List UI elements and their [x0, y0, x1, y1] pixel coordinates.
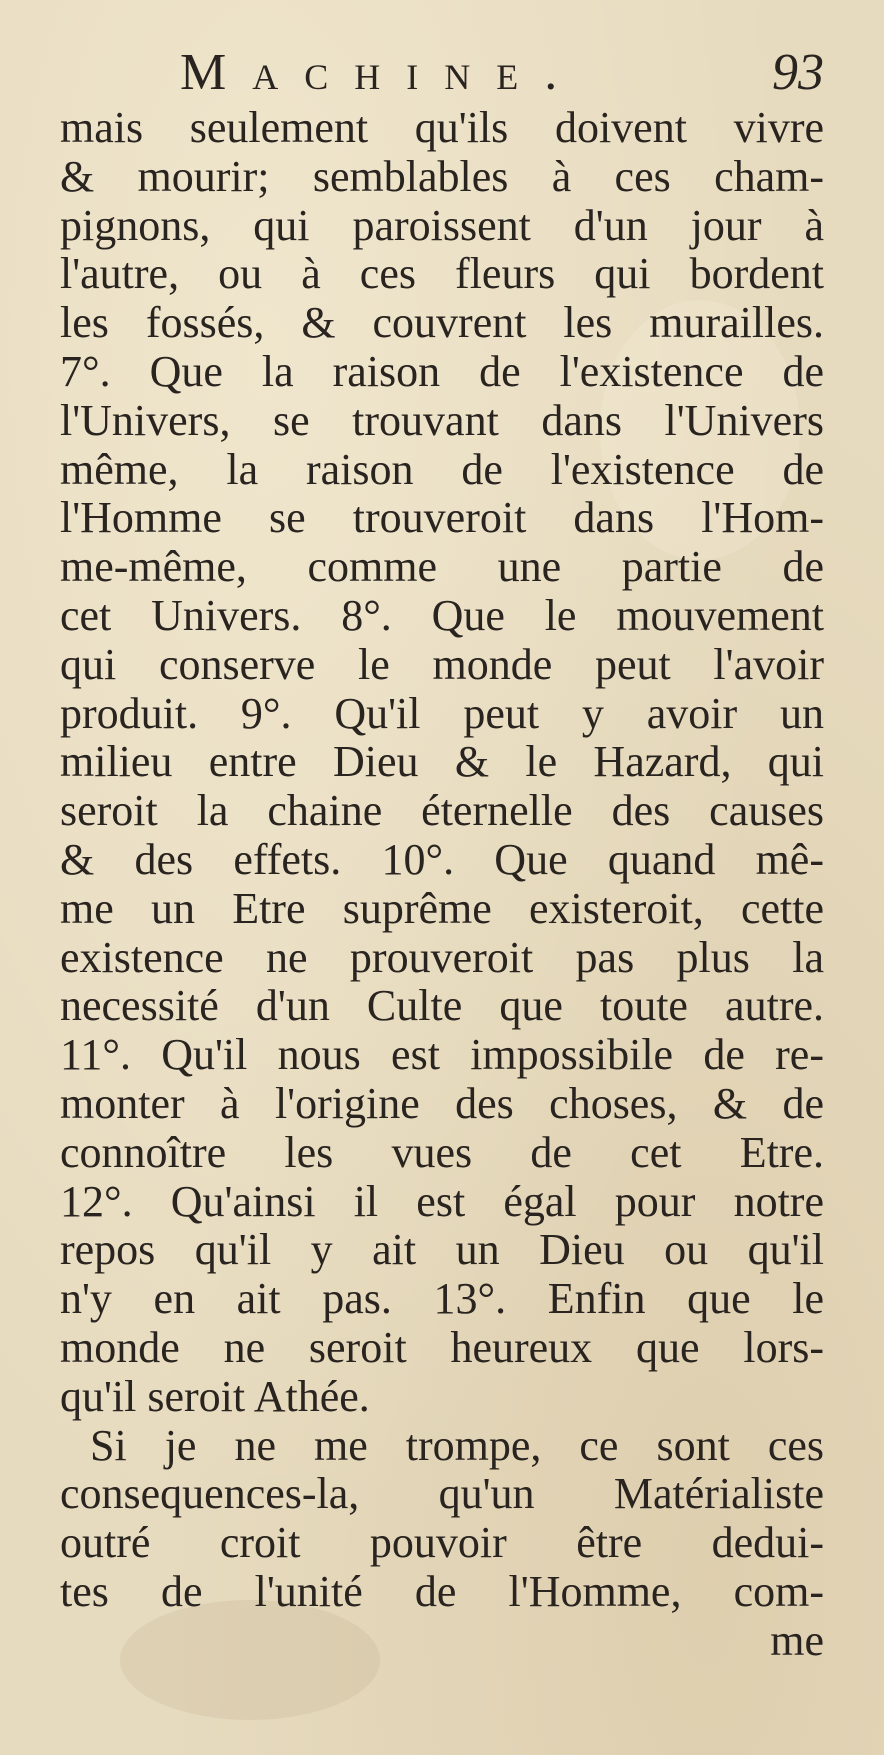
text-line: qu'il seroit Athée. — [60, 1371, 370, 1421]
text-line: mais seulement qu'ils doivent vivre — [60, 103, 824, 152]
text-line: me un Etre suprême existeroit, cette — [60, 883, 824, 933]
text-line: & mourir; semblables à ces cham- — [60, 151, 824, 201]
text-line: me-même, comme une partie de — [60, 542, 824, 592]
text-line: seroit la chaine éternelle des causes — [60, 786, 824, 836]
body-text — [60, 104, 824, 1666]
text-line: Si je ne me trompe, ce sont ces — [90, 1420, 824, 1470]
text-line: connoître les vues de cet Etre. — [60, 1127, 824, 1177]
text-line: outré croit pouvoir être dedui- — [60, 1518, 824, 1568]
text-line: monde ne seroit heureux que lors- — [60, 1322, 824, 1372]
text-line: milieu entre Dieu & le Hazard, qui — [60, 737, 824, 787]
text-line: l'Univers, se trouvant dans l'Univers — [60, 395, 824, 445]
text-line: même, la raison de l'existence de — [60, 444, 824, 494]
text-line: 11°. Qu'il nous est impossibile de re- — [60, 1030, 824, 1080]
text-line: cet Univers. 8°. Que le mouvement — [60, 590, 824, 640]
text-line: tes de l'unité de l'Homme, com- — [60, 1566, 824, 1616]
text-line: 7°. Que la raison de l'existence de — [60, 346, 824, 396]
text-line: consequences-la, qu'un Matérialiste — [60, 1469, 824, 1519]
text-line: qui conserve le monde peut l'avoir — [60, 639, 824, 689]
catchword: me — [770, 1615, 824, 1665]
text-line: pignons, qui paroissent d'un jour à — [60, 200, 824, 250]
text-line: produit. 9°. Qu'il peut y avoir un — [60, 688, 824, 738]
text-line: repos qu'il y ait un Dieu ou qu'il — [60, 1225, 824, 1275]
page-number: 93 — [772, 44, 824, 101]
text-line: & des effets. 10°. Que quand mê- — [60, 834, 824, 884]
text-line: l'Homme se trouveroit dans l'Hom- — [60, 493, 824, 543]
text-line: monter à l'origine des choses, & de — [60, 1078, 824, 1128]
text-line: existence ne prouveroit pas plus la — [60, 932, 824, 982]
running-title: Machine. — [180, 44, 584, 101]
text-line: n'y en ait pas. 13°. Enfin que le — [60, 1274, 824, 1324]
text-line: 12°. Qu'ainsi il est égal pour notre — [60, 1176, 824, 1226]
text-line: les fossés, & couvrent les murailles. — [60, 298, 824, 348]
text-line: l'autre, ou à ces fleurs qui bordent — [60, 249, 824, 299]
page-header — [170, 38, 824, 108]
text-line: necessité d'un Culte que toute autre. — [60, 981, 824, 1031]
